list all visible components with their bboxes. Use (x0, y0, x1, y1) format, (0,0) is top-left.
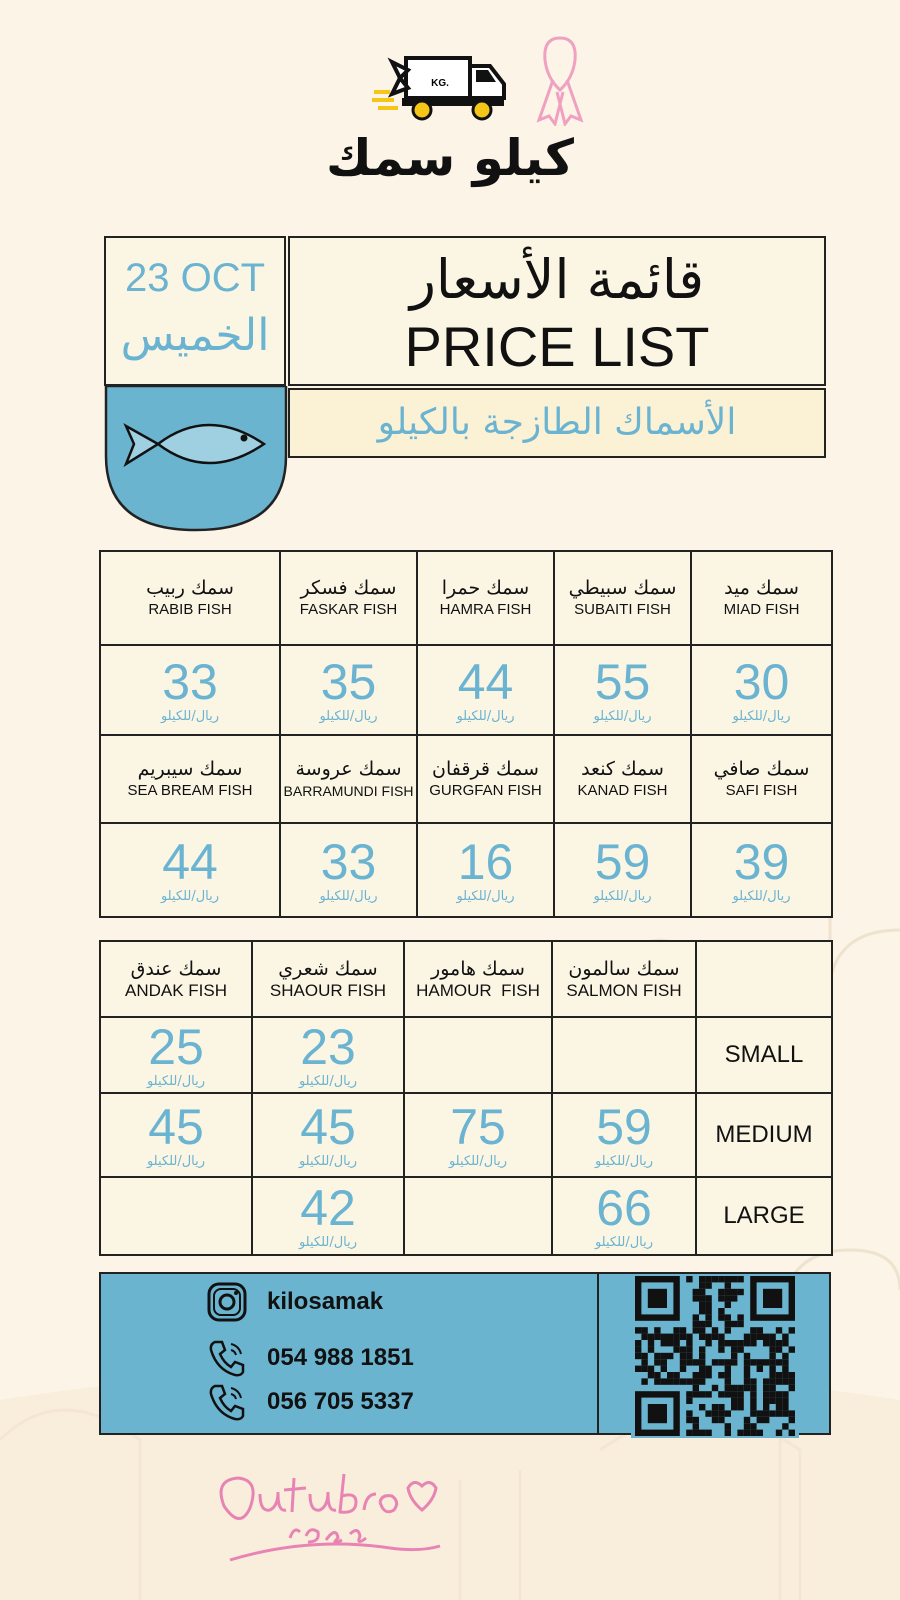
price-cell (252, 1093, 404, 1177)
instagram-icon (205, 1280, 249, 1324)
fish-name-en: RABIB FISH (148, 601, 232, 618)
price-cell (554, 645, 691, 735)
price-unit: ريال/للكيلو (298, 1235, 358, 1250)
price-cell (100, 1093, 252, 1177)
price-cell (554, 823, 691, 917)
price-cell (100, 823, 280, 917)
price-cell (100, 1017, 252, 1093)
instagram-handle[interactable]: kilosamak (267, 1288, 384, 1315)
fish-name-en: HAMRA FISH (439, 601, 532, 618)
title-english: PRICE LIST (404, 315, 710, 378)
price-value: 59 (596, 1099, 652, 1155)
truck-label: KG. (431, 78, 449, 89)
fish-name-cell (691, 735, 832, 823)
price-unit: ريال/للكيلو (456, 709, 515, 724)
price-value: 59 (594, 834, 651, 890)
price-unit: ريال/للكيلو (732, 889, 791, 904)
title-arabic: قائمة الأسعار (409, 248, 705, 311)
delivery-truck-logo (370, 48, 510, 126)
fish-name-cell (252, 941, 404, 1017)
price-value: 45 (148, 1099, 204, 1155)
price-value: 33 (320, 834, 377, 890)
price-cell (252, 1177, 404, 1255)
price-cell (691, 823, 832, 917)
fish-shield-icon (104, 386, 288, 532)
price-cell (417, 645, 554, 735)
fish-name-ar: سمك فسكر (300, 577, 397, 599)
price-unit: ريال/للكيلو (594, 1235, 654, 1250)
price-unit: ريال/للكيلو (319, 709, 378, 724)
price-table-2 (99, 940, 833, 1256)
price-cell (691, 645, 832, 735)
fish-name-ar: سمك هامور (431, 958, 525, 980)
price-value: 39 (733, 834, 790, 890)
fish-name-en: SEA BREAM FISH (127, 782, 253, 799)
fish-name-ar: سمك عندق (130, 958, 222, 980)
price-cell (280, 645, 417, 735)
fish-name-en: FASKAR FISH (299, 601, 398, 618)
size-cell (696, 1177, 832, 1255)
fish-name-ar: سمك قرقفان (432, 758, 539, 780)
price-cell (552, 1177, 696, 1255)
fish-name-en: ANDAK FISH (124, 981, 228, 1000)
price-cell (417, 823, 554, 917)
empty-cell (552, 1017, 696, 1093)
price-cell (404, 1093, 552, 1177)
fish-name-ar: سمك ربيب (146, 577, 234, 599)
fish-name-cell (100, 735, 280, 823)
phone-number-2[interactable]: 056 705 5337 (267, 1388, 414, 1415)
price-value: 42 (300, 1180, 356, 1236)
size-cell (696, 1017, 832, 1093)
fish-name-en: KANAD FISH (577, 782, 668, 799)
price-unit: ريال/للكيلو (146, 1074, 206, 1089)
qr-code[interactable] (625, 1274, 805, 1440)
price-value: 66 (596, 1180, 652, 1236)
empty-cell (100, 1177, 252, 1255)
fish-name-ar: سمك صافي (713, 758, 810, 780)
fish-name-en: MIAD FISH (723, 601, 800, 618)
fish-name-ar: سمك حمرا (441, 577, 530, 599)
price-unit: ريال/للكيلو (160, 709, 220, 724)
phone-icon (205, 1380, 249, 1424)
price-table-1 (99, 550, 833, 918)
corner-cell (696, 941, 832, 1017)
fish-name-ar: سمك عروسة (295, 758, 402, 780)
fish-name-cell (100, 941, 252, 1017)
price-cell (280, 823, 417, 917)
contact-panel (99, 1272, 831, 1435)
title-box (288, 236, 826, 386)
phone-icon (205, 1336, 249, 1380)
price-unit: ريال/للكيلو (319, 889, 378, 904)
size-label: MEDIUM (715, 1121, 813, 1148)
phone-number-1[interactable]: 054 988 1851 (267, 1344, 414, 1371)
price-cell (100, 645, 280, 735)
fish-name-cell (554, 735, 691, 823)
date-weekday-arabic: الخميس (120, 310, 270, 361)
price-value: 55 (594, 654, 651, 710)
price-value: 30 (733, 654, 790, 710)
fish-name-ar: سمك سبيطي (568, 577, 677, 599)
date-box (104, 236, 286, 386)
contact-divider (597, 1274, 599, 1433)
price-unit: ريال/للكيلو (593, 709, 652, 724)
price-unit: ريال/للكيلو (593, 889, 652, 904)
fish-name-cell (554, 551, 691, 645)
empty-cell (404, 1017, 552, 1093)
price-value: 33 (162, 654, 218, 710)
price-unit: ريال/للكيلو (456, 889, 515, 904)
price-value: 44 (457, 654, 514, 710)
size-label: LARGE (723, 1202, 805, 1229)
fish-name-cell (552, 941, 696, 1017)
price-value: 44 (162, 834, 218, 890)
fish-name-cell (280, 735, 417, 823)
phone-row-2[interactable] (205, 1382, 414, 1422)
date-english: 23 OCT (124, 256, 266, 300)
fish-name-ar: سمك سيبريم (137, 758, 243, 780)
fish-name-cell (100, 551, 280, 645)
instagram-row[interactable] (205, 1282, 383, 1322)
price-unit: ريال/للكيلو (160, 889, 220, 904)
empty-cell (404, 1177, 552, 1255)
price-unit: ريال/للكيلو (448, 1154, 508, 1169)
phone-row-1[interactable] (205, 1338, 414, 1378)
fish-name-cell (691, 551, 832, 645)
price-unit: ريال/للكيلو (146, 1154, 206, 1169)
fish-name-en: GURGFAN FISH (429, 782, 542, 799)
fish-name-cell (417, 551, 554, 645)
price-value: 16 (457, 834, 514, 890)
brand-name: كيلو سمك (326, 129, 574, 187)
fish-name-en: SALMON FISH (566, 981, 682, 1000)
subtitle: الأسماك الطازجة بالكيلو (288, 388, 826, 458)
fish-name-en: SUBAITI FISH (574, 601, 671, 618)
price-unit: ريال/للكيلو (732, 709, 791, 724)
size-label: SMALL (724, 1041, 804, 1068)
size-cell (696, 1093, 832, 1177)
fish-name-ar: سمك ميد (724, 577, 799, 599)
fish-name-cell (280, 551, 417, 645)
fish-name-en: BARRAMUNDI FISH (283, 783, 414, 799)
fish-name-ar: سمك سالمون (568, 958, 680, 980)
fish-name-en: HAMOUR FISH (416, 981, 540, 1000)
fish-name-en: SAFI FISH (725, 782, 798, 799)
price-unit: ريال/للكيلو (298, 1074, 358, 1089)
price-value: 35 (320, 654, 377, 710)
price-cell (252, 1017, 404, 1093)
price-value: 23 (300, 1019, 356, 1075)
fish-name-cell (417, 735, 554, 823)
price-cell (552, 1093, 696, 1177)
outubro-rosa-signature (210, 1466, 450, 1566)
pink-ribbon-icon (535, 34, 585, 126)
price-value: 45 (300, 1099, 356, 1155)
fish-name-ar: سمك كنعد (581, 758, 664, 780)
price-unit: ريال/للكيلو (594, 1154, 654, 1169)
fish-name-en: SHAOUR FISH (269, 981, 387, 1000)
price-unit: ريال/للكيلو (298, 1154, 358, 1169)
fish-name-cell (404, 941, 552, 1017)
fish-name-ar: سمك شعري (278, 958, 378, 980)
price-value: 75 (450, 1099, 506, 1155)
price-value: 25 (148, 1019, 204, 1075)
